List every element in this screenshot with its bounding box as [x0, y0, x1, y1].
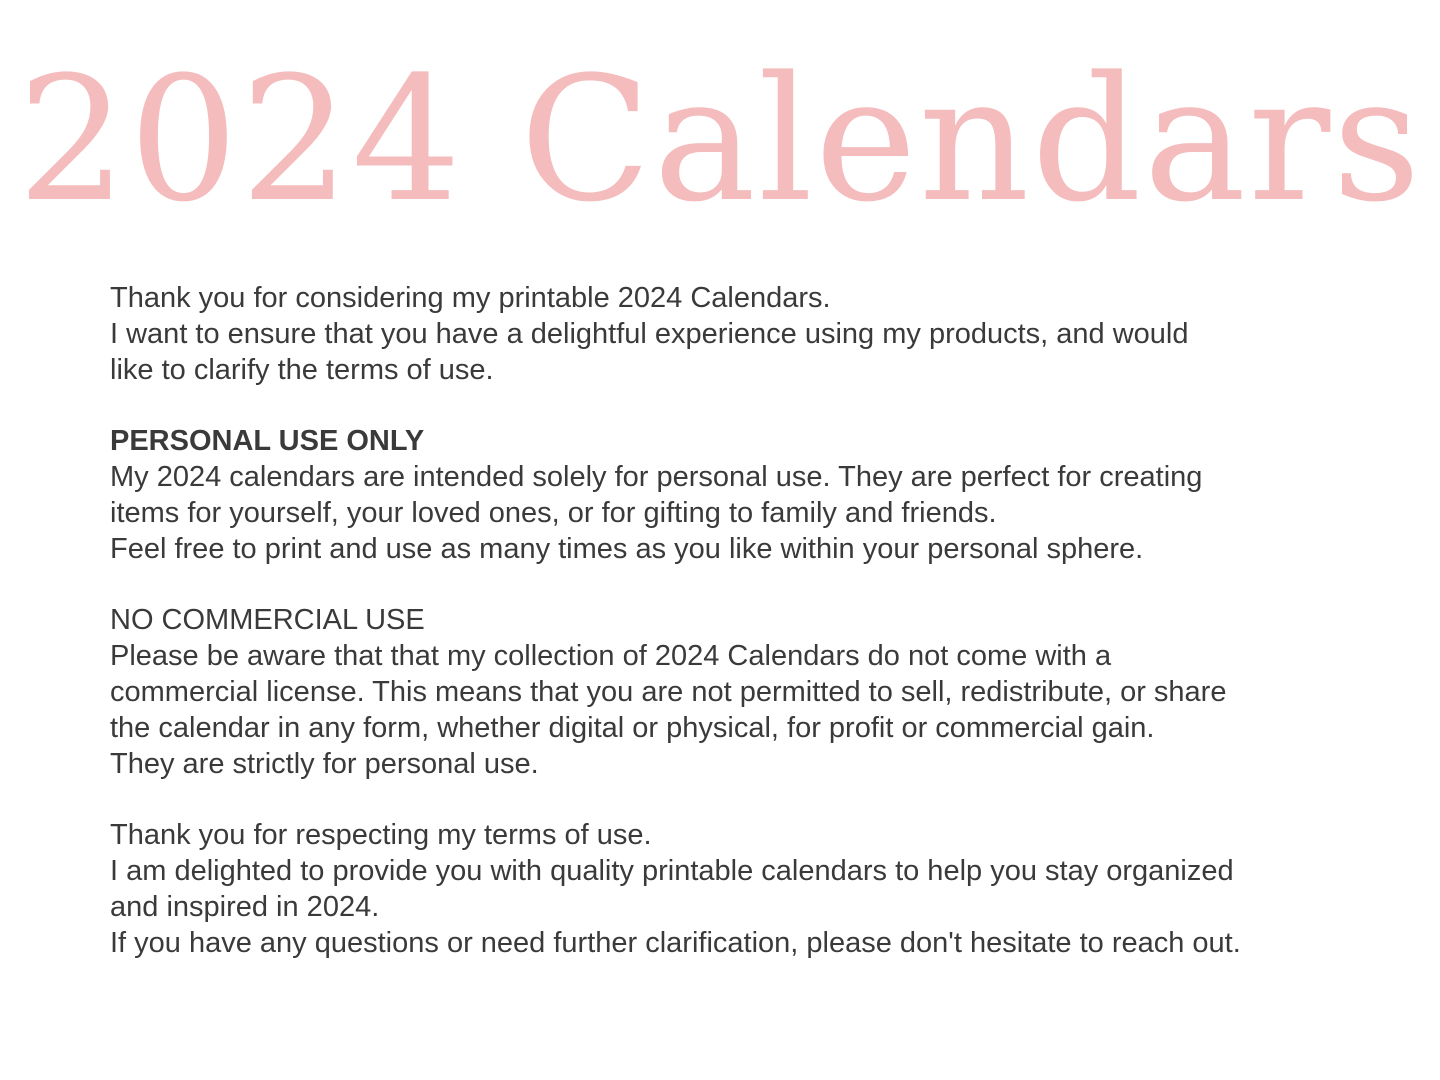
commercial-use-heading: NO COMMERCIAL USE	[110, 604, 425, 636]
personal-use-section	[110, 423, 1410, 567]
closing-line: Thank you for respecting my terms of use.	[110, 819, 652, 851]
closing-line: If you have any questions or need further clarification, please don't hesitate to reach out.	[110, 927, 1241, 959]
personal-use-heading: PERSONAL USE ONLY	[110, 425, 425, 457]
spacer	[110, 388, 1410, 423]
closing-paragraph	[110, 817, 1410, 961]
intro-line: I want to ensure that you have a delightful experience using my products, and would	[110, 318, 1189, 350]
commercial-use-section	[110, 602, 1410, 782]
page-title: 2024 Calendars	[17, 39, 1423, 240]
closing-line: and inspired in 2024.	[110, 891, 380, 923]
commercial-use-line: the calendar in any form, whether digital or physical, for profit or commercial gain.	[110, 712, 1155, 744]
closing-line: I am delighted to provide you with quality printable calendars to help you stay organized	[110, 855, 1234, 887]
personal-use-line: Feel free to print and use as many times as you like within your personal sphere.	[110, 533, 1144, 565]
spacer	[110, 567, 1410, 602]
commercial-use-line: They are strictly for personal use.	[110, 748, 539, 780]
commercial-use-line: commercial license. This means that you are not permitted to sell, redistribute, or share	[110, 676, 1227, 708]
personal-use-line: My 2024 calendars are intended solely for personal use. They are perfect for creating	[110, 461, 1203, 493]
personal-use-line: items for yourself, your loved ones, or for gifting to family and friends.	[110, 497, 997, 529]
spacer	[110, 782, 1410, 817]
intro-line: Thank you for considering my printable 2024 Calendars.	[110, 282, 831, 314]
intro-paragraph	[110, 280, 1410, 388]
intro-line: like to clarify the terms of use.	[110, 354, 494, 386]
commercial-use-line: Please be aware that that my collection of 2024 Calendars do not come with a	[110, 640, 1112, 672]
terms-of-use-body	[110, 280, 1410, 961]
